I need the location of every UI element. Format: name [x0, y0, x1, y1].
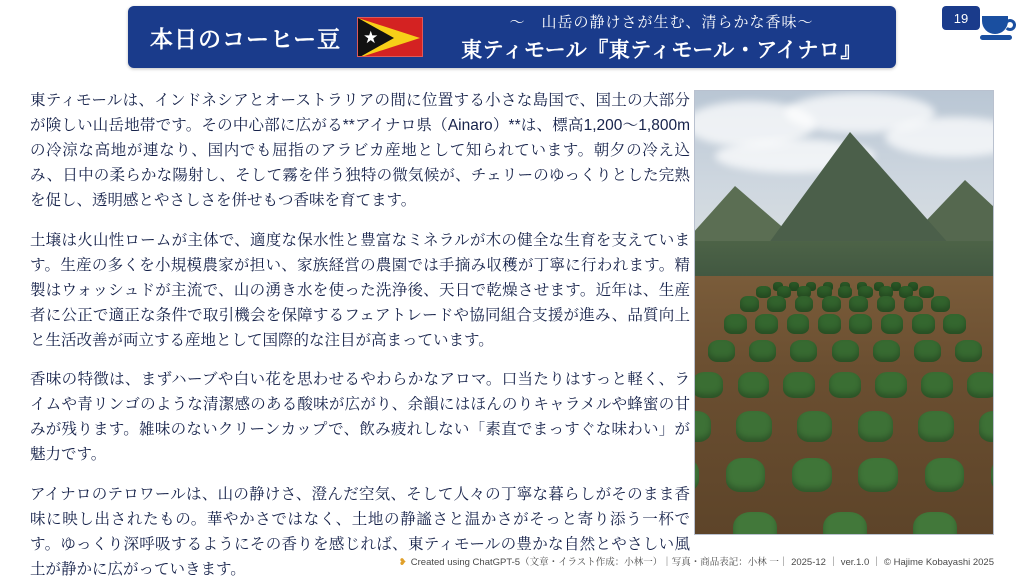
article-body: [30, 88, 690, 576]
coffee-plant: [822, 296, 841, 312]
coffee-plant: [797, 411, 833, 441]
footer-credit: [399, 554, 994, 568]
coffee-plant: [967, 372, 994, 399]
coffee-plant: [943, 314, 966, 333]
coffee-plant: [873, 340, 900, 363]
coffee-plant: [921, 372, 952, 399]
page-title: 本日のコーヒー豆: [150, 25, 342, 52]
coffee-plant: [912, 314, 935, 333]
coffee-plant: [955, 340, 982, 363]
coffee-plant: [931, 296, 950, 312]
coffee-plant: [792, 458, 832, 492]
coffee-plant: [858, 458, 898, 492]
paragraph: アイナロのテロワールは、山の静けさ、澄んだ空気、そして人々の丁寧な暮らしがそのまま香味に映し出されたもの。華やかさではなく、土地の静謐さと温かさがそっと寄り添う一杯です。ゆっくり深呼吸するようにその香りを感じれば、東ティモールの豊かな自然とやさしい風土が静かに広がっていきます。: [30, 485, 690, 576]
coffee-plant: [726, 458, 766, 492]
coffee-field: [695, 276, 993, 535]
coffee-plant: [694, 372, 723, 399]
coffee-plant: [783, 372, 814, 399]
paragraph: 土壌は火山性ロームが主体で、適度な保水性と豊富なミネラルが木の健全な生育を支えています。生産の多くを小規模農家が担い、家族経営の農園では手摘み収穫が丁寧に行われます。精製はウォッシュドが主流で、山の湧き水を使った洗浄後、天日で乾燥させます。近年は、生産者に公正で適正な条件で取引機会を保障するフェアトレードや協同組合支援が進み、品質向上と生活改善が両立する産地として国際的な注目が高まっています。: [30, 231, 690, 349]
coffee-plant: [913, 512, 957, 535]
east-timor-flag-icon: ★: [357, 17, 423, 57]
coffee-plant: [756, 286, 770, 298]
header-band: [128, 6, 896, 68]
coffee-plant: [708, 340, 735, 363]
coffee-plant: [740, 296, 759, 312]
coffee-plant: [736, 411, 772, 441]
header-subtitle-line2: 東ティモール『東ティモール・アイナロ』: [461, 38, 862, 62]
coffee-plant: [918, 411, 954, 441]
page-number-badge: 19: [942, 6, 980, 30]
coffee-plant: [787, 314, 810, 333]
coffee-plant: [849, 314, 872, 333]
coffee-plant: [724, 314, 747, 333]
coffee-plant: [733, 512, 777, 535]
coffee-plantation-photo: [694, 90, 994, 535]
footer-text: Created using ChatGPT-5（文章・イラスト作成：小林一）｜写真・商品表記：小林 一｜ 2025-12 ｜ ver.1.0 ｜ © Hajime Kobayashi 2025: [410, 557, 994, 568]
coffee-plant: [767, 296, 786, 312]
coffee-plant: [790, 340, 817, 363]
coffee-cup-icon: [982, 10, 1016, 40]
coffee-plant: [849, 296, 868, 312]
coffee-plant: [829, 372, 860, 399]
coffee-plant: [979, 411, 994, 441]
coffee-plant: [818, 314, 841, 333]
coffee-plant: [755, 314, 778, 333]
paragraph: 東ティモールは、インドネシアとオーストラリアの間に位置する小さな島国で、国土の大部分が険しい山岳地帯です。その中心部に広がる**アイナロ県（Ainaro）**は、標高1,200〜1,800mの冷涼な高地が連なり、国内でも屈指のアラビカ産地として知られています。朝夕の冷え込み、日中の柔らかな陽射し、そして霧を伴う独特の微気候が、チェリーのゆっくりとした完熟を促し、透明感とやさしさを併せもつ香味を育てます。: [30, 92, 690, 210]
paragraph: 香味の特徴は、まずハーブや白い花を思わせるやわらかなアロマ。口当たりはすっと軽く、ライムや青リンゴのような清潔感のある酸味が広がり、余韻にはほんのりキャラメルや蜂蜜の甘みが残ります。雑味のないクリーンカップで、飲み疲れしない「素直でまっすぐな味わい」が魅力です。: [30, 371, 691, 464]
coffee-plant: [925, 458, 965, 492]
coffee-bean-icon: ❥: [398, 557, 407, 568]
coffee-plant: [881, 314, 904, 333]
coffee-plant: [738, 372, 769, 399]
coffee-plant: [858, 411, 894, 441]
coffee-plant: [749, 340, 776, 363]
coffee-plant: [823, 512, 867, 535]
coffee-plant: [914, 340, 941, 363]
coffee-plant: [694, 411, 711, 441]
coffee-plant: [919, 286, 933, 298]
coffee-plant: [795, 296, 814, 312]
coffee-plant: [838, 286, 852, 298]
coffee-plant: [694, 458, 699, 492]
header-subtitle-line1: 〜 山岳の静けさが生む、清らかな香味〜: [509, 13, 814, 31]
coffee-plant: [875, 372, 906, 399]
coffee-plant: [904, 296, 923, 312]
header-subtitle: [437, 11, 896, 64]
coffee-plant: [877, 296, 896, 312]
coffee-plant: [832, 340, 859, 363]
coffee-plant: [991, 458, 994, 492]
